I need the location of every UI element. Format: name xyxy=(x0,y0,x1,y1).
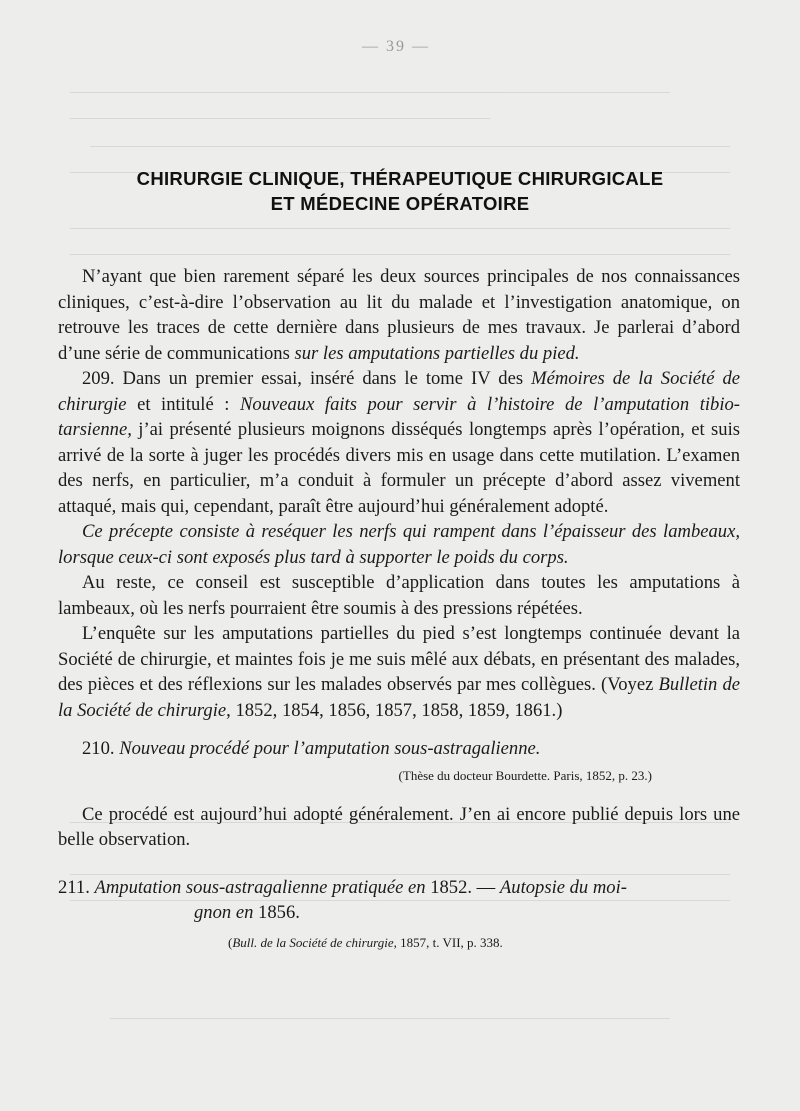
paragraph-209 xyxy=(58,366,740,519)
p209-article-title: Nouveaux faits pour servir à l’histoire de l’amputation tibio-tarsienne, xyxy=(58,393,740,440)
entry-211-source-ref: , 1857, t. VII, p. 338. xyxy=(393,934,503,950)
entry-210-text: Ce procédé est aujourd’hui adopté généralement. J’en ai encore publié depuis lors une belle observation. xyxy=(58,803,740,850)
au-reste-paragraph: Au reste, ce conseil est susceptible d’application dans toutes les amputations à lambeaux, où les nerfs pourraient être soumis à des pressions répétées. xyxy=(58,572,740,619)
enquete-paragraph xyxy=(58,621,740,723)
intro-text: N’ayant que bien rarement séparé les deux sources principales de nos connaissances cliniques, c’est-à-dire l’observation au lit du malade et l’investigation anatomique, on retrouve les traces de cette dernière dans plusieurs de mes travaux. Je parlerai d’abord d’une série de communications xyxy=(58,266,740,364)
entry-211-source-journal: Bull. de la Société de chirurgie xyxy=(232,934,394,950)
entry-210-number: 210. xyxy=(82,738,120,759)
body-text xyxy=(58,264,740,951)
p209-text-e: j’ai présenté plusieurs moignons disséqués longtemps après l’opération, et suis arrivé de la sorte à juger les procédés divers mis en usage dans cette mutilation. L’examen des nerfs, en particulier, m’a conduit à formuler un précepte d’abord assez vivement attaqué, mais qui, cependant, paraît être aujourd’hui généralement adopté. xyxy=(58,419,740,517)
section-heading-line-2: ET MÉDECINE OPÉRATOIRE xyxy=(270,193,530,214)
entry-211-dash: . — xyxy=(467,876,500,898)
entry-210-title-text: Nouveau procédé pour l’amputation sous-astragalienne. xyxy=(119,738,541,759)
p209-journal-title: Mémoires de la Société de chirurgie xyxy=(58,368,741,415)
entry-211-title xyxy=(58,875,740,926)
entry-211-title-d: gnon en xyxy=(194,902,259,923)
section-heading-line-1: CHIRURGIE CLINIQUE, THÉRAPEUTIQUE CHIRURGICALE xyxy=(136,168,664,189)
intro-paragraph xyxy=(58,264,740,366)
entry-211-title-c: Autopsie du moi- xyxy=(499,876,627,898)
precept-paragraph: Ce précepte consiste à reséquer les nerfs qui rampent dans l’épaisseur des lambeaux, lorsque ceux-ci sont exposés plus tard à supporter le poids du corps. xyxy=(58,521,740,568)
entry-211-end: . xyxy=(295,902,300,923)
page-number: — 39 — xyxy=(362,38,430,55)
entry-211-number: 211. xyxy=(58,876,95,898)
entry-211-year: 1852 xyxy=(430,876,468,898)
entry-211-year-2: 1856 xyxy=(258,902,296,923)
entry-210-title xyxy=(58,736,740,762)
enquete-text-a: L’enquête sur les amputations partielles du pied s’est longtemps continuée devant la Société de chirurgie, et maintes fois je me suis mêlé aux débats, en présentant des malades, des pièces et des réflexions sur les malades observés par mes collègues. (Voyez xyxy=(58,623,740,695)
enquete-bulletin-title: Bulletin de la Société de chirurgie xyxy=(58,674,740,721)
entry-211-source-open: ( xyxy=(228,934,233,950)
entry-210-source: (Thèse du docteur Bourdette. Paris, 1852, p. 23.) xyxy=(398,767,652,783)
p209-text-a: 209. Dans un premier essai, inséré dans le tome IV des xyxy=(82,368,532,389)
entry-211-title-a: Amputation sous-astragalienne pratiquée en xyxy=(94,876,431,898)
enquete-years: , 1852, 1854, 1856, 1857, 1858, 1859, 1861.) xyxy=(226,699,563,721)
intro-italic-text: sur les amputations partielles du pied. xyxy=(294,342,580,364)
entry-211-source xyxy=(58,934,740,951)
p209-text-c: et intitulé : xyxy=(126,393,240,415)
